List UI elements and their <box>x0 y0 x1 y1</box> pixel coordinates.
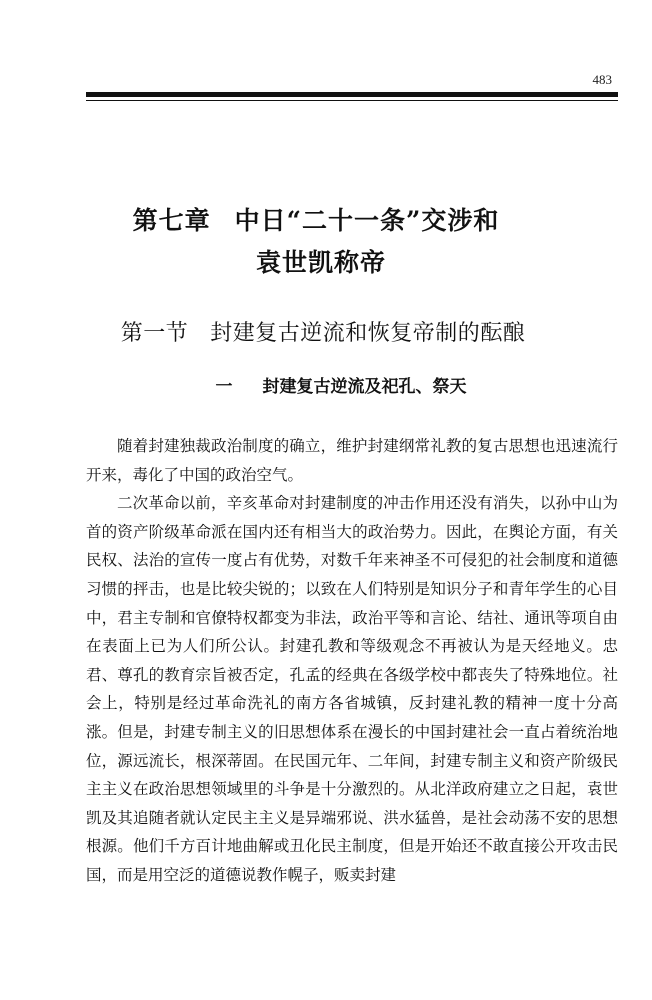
chapter-title-line2: 袁世凯称帝 <box>255 248 386 277</box>
paragraph: 随着封建独裁政治制度的确立，维护封建纲常礼教的复古思想也迅速流行开来，毒化了中国的政治空气。 <box>86 437 618 484</box>
subsection-number: 一 <box>215 377 233 397</box>
chapter-title <box>0 200 652 284</box>
chapter-title-line1 <box>0 200 652 242</box>
chapter-number: 第七章 <box>132 206 211 235</box>
body-text <box>86 432 618 890</box>
subsection-title <box>0 372 652 397</box>
section-title <box>0 316 652 347</box>
section-number: 第一节 <box>120 321 189 346</box>
paragraph: 二次革命以前，辛亥革命对封建制度的冲击作用还没有消失，以孙中山为首的资产阶级革命派在国内还有相当大的政治势力。因此，在舆论方面，有关民权、法治的宣传一度占有优势，对数千年来神圣不可侵犯的社会制度和道德习惯的抨击，也是比较尖锐的；以致在人们特别是知识分子和青年学生的心目中，君主专制和官僚特权都变为非法，政治平等和言论、结社、通讯等项自由在表面上已为人们所公认。封建孔教和等级观念不再被认为是天经地义。忠君、尊孔的教育宗旨被否定，孔孟的经典在各级学校中都丧失了特殊地位。社会上，特别是经过革命洗礼的南方各省城镇，反封建礼教的精神一度十分高涨。但是，封建专制主义的旧思想体系在漫长的中国封建社会一直占着统治地位，源远流长，根深蒂固。在民国元年、二年间，封建专制主义和资产阶级民主主义在政治思想领域里的斗争是十分激烈的。从北洋政府建立之日起，袁世凯及其追随者就认定民主主义是异端邪说、洪水猛兽，是社会动荡不安的思想根源。他们千方百计地曲解或丑化民主制度，但是开始还不敢直接公开攻击民国，而是用空泛的道德说教作幌子，贩卖封建 <box>86 494 618 884</box>
section-title-text: 封建复古逆流和恢复帝制的酝酿 <box>210 321 526 346</box>
header-rule-thick <box>86 92 618 97</box>
subsection-title-text: 封建复古逆流及祀孔、祭天 <box>262 377 467 397</box>
header-rule-thin <box>86 100 618 101</box>
chapter-title-text: 中日“二十一条”交涉和 <box>234 206 500 235</box>
page-number: 483 <box>592 72 612 87</box>
